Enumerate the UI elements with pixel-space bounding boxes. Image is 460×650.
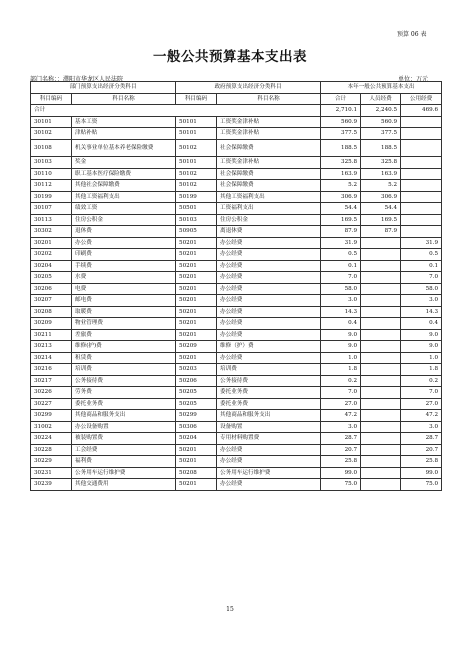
gov-code-cell: 50102: [176, 139, 217, 157]
table-row: [31, 203, 442, 215]
personnel-cell: 560.9: [361, 116, 401, 128]
col-header-gov-name: 科目名称: [217, 93, 321, 105]
public-cell: [401, 128, 442, 140]
dept-name-cell: 工会经费: [72, 444, 176, 456]
public-cell: 20.7: [401, 444, 442, 456]
table-row: [31, 260, 442, 272]
dept-name-cell: 取暖费: [72, 306, 176, 318]
total-cell: 99.0: [321, 467, 361, 479]
gov-code-cell: 50201: [176, 260, 217, 272]
gov-name-cell: 办公经费: [217, 444, 321, 456]
personnel-cell: [361, 387, 401, 399]
personnel-cell: [361, 410, 401, 422]
dept-code-cell: 30213: [31, 341, 72, 353]
table-row: [31, 226, 442, 238]
personnel-cell: [361, 260, 401, 272]
dept-code-cell: 30108: [31, 139, 72, 157]
gov-code-cell: 50204: [176, 433, 217, 445]
dept-name-cell: 办公设备购置: [72, 421, 176, 433]
dept-code-cell: 30103: [31, 157, 72, 169]
gov-code-cell: 50102: [176, 180, 217, 192]
dept-name-cell: 邮电费: [72, 295, 176, 307]
table-row: [31, 295, 442, 307]
gov-code-cell: 50101: [176, 128, 217, 140]
table-row: [31, 237, 442, 249]
table-row: [31, 456, 442, 468]
gov-name-cell: 离退休费: [217, 226, 321, 238]
table-row: [31, 352, 442, 364]
total-cell: 28.7: [321, 433, 361, 445]
public-cell: 3.0: [401, 295, 442, 307]
public-cell: 14.3: [401, 306, 442, 318]
gov-code-cell: 50905: [176, 226, 217, 238]
gov-code-cell: 50501: [176, 203, 217, 215]
dept-name-cell: 职工基本医疗保险缴费: [72, 168, 176, 180]
dept-code-cell: 30102: [31, 128, 72, 140]
dept-code-cell: 30302: [31, 226, 72, 238]
total-cell: 87.9: [321, 226, 361, 238]
gov-name-cell: 工资奖金津补贴: [217, 128, 321, 140]
gov-code-cell: 50101: [176, 116, 217, 128]
gov-code-cell: 50208: [176, 467, 217, 479]
total-cell: 1.8: [321, 364, 361, 376]
gov-name-cell: 办公经费: [217, 306, 321, 318]
public-cell: 9.0: [401, 341, 442, 353]
total-cell: 306.9: [321, 191, 361, 203]
gov-name-cell: 办公经费: [217, 479, 321, 491]
total-cell: 1.0: [321, 352, 361, 364]
personnel-cell: 188.5: [361, 139, 401, 157]
table-row: [31, 410, 442, 422]
gov-name-cell: 其他商品和服务支出: [217, 410, 321, 422]
table-row: [31, 364, 442, 376]
gov-code-cell: 50201: [176, 249, 217, 261]
gov-name-cell: 委托业务费: [217, 387, 321, 399]
dept-code-cell: 30214: [31, 352, 72, 364]
personnel-cell: 377.5: [361, 128, 401, 140]
public-cell: [401, 180, 442, 192]
personnel-cell: 54.4: [361, 203, 401, 215]
public-cell: 28.7: [401, 433, 442, 445]
group-header-row: [31, 82, 442, 94]
dept-name-cell: 租赁费: [72, 352, 176, 364]
gov-code-cell: 50199: [176, 191, 217, 203]
personnel-cell: [361, 364, 401, 376]
col-header-gov-code: 科目编码: [176, 93, 217, 105]
dept-name-cell: 被装购置费: [72, 433, 176, 445]
total-cell: 20.7: [321, 444, 361, 456]
table-row: [31, 421, 442, 433]
table-row: [31, 249, 442, 261]
table-row: [31, 168, 442, 180]
dept-name-cell: 其他交通费用: [72, 479, 176, 491]
gov-name-cell: 办公经费: [217, 456, 321, 468]
personnel-cell: [361, 456, 401, 468]
gov-code-cell: 50201: [176, 272, 217, 284]
dept-code-cell: 30201: [31, 237, 72, 249]
group-header-expenditure: 本年一般公共预算基本支出: [321, 82, 442, 94]
public-cell: [401, 214, 442, 226]
public-cell: 27.0: [401, 398, 442, 410]
table-row: [31, 329, 442, 341]
total-cell: 7.0: [321, 272, 361, 284]
total-cell: 3.0: [321, 295, 361, 307]
public-cell: 7.0: [401, 387, 442, 399]
gov-name-cell: 维修（护）费: [217, 341, 321, 353]
personnel-cell: [361, 249, 401, 261]
currency-unit-label: 单位：万元: [398, 76, 429, 83]
gov-code-cell: 50201: [176, 444, 217, 456]
table-row: [31, 157, 442, 169]
gov-name-cell: 住房公积金: [217, 214, 321, 226]
total-cell: 0.1: [321, 260, 361, 272]
personnel-cell: [361, 306, 401, 318]
public-cell: 31.9: [401, 237, 442, 249]
gov-name-cell: 办公经费: [217, 318, 321, 330]
public-cell: [401, 203, 442, 215]
dept-code-cell: 30207: [31, 295, 72, 307]
table-row: [31, 283, 442, 295]
table-row: [31, 272, 442, 284]
total-cell: 14.3: [321, 306, 361, 318]
total-cell: 54.4: [321, 203, 361, 215]
gov-name-cell: 社会保障缴费: [217, 180, 321, 192]
dept-name-cell: 公务用车运行维护费: [72, 467, 176, 479]
public-cell: [401, 116, 442, 128]
public-cell: 3.0: [401, 421, 442, 433]
gov-name-cell: 办公经费: [217, 249, 321, 261]
personnel-cell: [361, 352, 401, 364]
col-header-total: 合计: [321, 93, 361, 105]
personnel-cell: 163.9: [361, 168, 401, 180]
dept-name-cell: 电费: [72, 283, 176, 295]
dept-code-cell: 30229: [31, 456, 72, 468]
dept-name-cell: 津贴补贴: [72, 128, 176, 140]
table-row: [31, 318, 442, 330]
gov-code-cell: 50201: [176, 479, 217, 491]
dept-name-cell: 其他商品和服务支出: [72, 410, 176, 422]
personnel-cell: 325.8: [361, 157, 401, 169]
personnel-cell: [361, 295, 401, 307]
gov-name-cell: 办公经费: [217, 260, 321, 272]
gov-code-cell: 50201: [176, 283, 217, 295]
gov-name-cell: 办公经费: [217, 272, 321, 284]
dept-code-cell: 30228: [31, 444, 72, 456]
table-row: [31, 191, 442, 203]
gov-code-cell: 50205: [176, 398, 217, 410]
total-cell: 47.2: [321, 410, 361, 422]
gov-code-cell: 50201: [176, 456, 217, 468]
dept-code-cell: 30107: [31, 203, 72, 215]
personnel-cell: [361, 479, 401, 491]
dept-code-cell: 30204: [31, 260, 72, 272]
public-cell: 58.0: [401, 283, 442, 295]
personnel-cell: [361, 237, 401, 249]
form-number-label: 预算 06 表: [397, 31, 427, 38]
col-header-dept-code: 科目编码: [31, 93, 72, 105]
total-cell: 169.5: [321, 214, 361, 226]
public-cell: [401, 191, 442, 203]
total-public-cell: 469.6: [401, 105, 442, 117]
total-cell: 5.2: [321, 180, 361, 192]
personnel-cell: 5.2: [361, 180, 401, 192]
gov-code-cell: 50205: [176, 387, 217, 399]
dept-code-cell: 30205: [31, 272, 72, 284]
gov-code-cell: 50102: [176, 168, 217, 180]
table-row: [31, 375, 442, 387]
dept-name-cell: 退休费: [72, 226, 176, 238]
budget-table: [30, 81, 442, 491]
total-sum-cell: 2,710.1: [321, 105, 361, 117]
column-header-row: [31, 93, 442, 105]
total-cell: 188.5: [321, 139, 361, 157]
dept-code-cell: 30226: [31, 387, 72, 399]
personnel-cell: [361, 375, 401, 387]
table-row: [31, 180, 442, 192]
public-cell: 47.2: [401, 410, 442, 422]
table-row: [31, 398, 442, 410]
gov-name-cell: 公务接待费: [217, 375, 321, 387]
dept-code-cell: 30231: [31, 467, 72, 479]
personnel-cell: [361, 467, 401, 479]
page-number: 15: [226, 606, 234, 613]
group-header-gov: 政府预算支出经济分类科目: [176, 82, 321, 94]
table-row: [31, 467, 442, 479]
personnel-cell: [361, 329, 401, 341]
dept-name-cell: 维修(护)费: [72, 341, 176, 353]
gov-name-cell: 其他工资福利支出: [217, 191, 321, 203]
public-cell: 25.8: [401, 456, 442, 468]
total-cell: 25.8: [321, 456, 361, 468]
public-cell: 7.0: [401, 272, 442, 284]
dept-code-cell: 30216: [31, 364, 72, 376]
dept-name-cell: 培训费: [72, 364, 176, 376]
dept-name-cell: 差旅费: [72, 329, 176, 341]
col-header-dept-name: 科目名称: [72, 93, 176, 105]
table-row: [31, 139, 442, 157]
total-cell: 7.0: [321, 387, 361, 399]
total-cell: 27.0: [321, 398, 361, 410]
dept-code-cell: 30227: [31, 398, 72, 410]
dept-name-cell: 劳务费: [72, 387, 176, 399]
dept-name-cell: 其他社会保障缴费: [72, 180, 176, 192]
col-header-public: 公用经费: [401, 93, 442, 105]
gov-name-cell: 办公经费: [217, 237, 321, 249]
total-cell: 0.5: [321, 249, 361, 261]
public-cell: [401, 226, 442, 238]
gov-code-cell: 50206: [176, 375, 217, 387]
public-cell: 0.1: [401, 260, 442, 272]
dept-name-cell: 公务接待费: [72, 375, 176, 387]
dept-code-cell: 30217: [31, 375, 72, 387]
dept-code-cell: 30112: [31, 180, 72, 192]
total-cell: 58.0: [321, 283, 361, 295]
total-cell: 163.9: [321, 168, 361, 180]
gov-code-cell: 50201: [176, 295, 217, 307]
public-cell: [401, 139, 442, 157]
gov-name-cell: 专用材料购置费: [217, 433, 321, 445]
personnel-cell: [361, 318, 401, 330]
public-cell: [401, 168, 442, 180]
gov-code-cell: 50209: [176, 341, 217, 353]
table-row: [31, 387, 442, 399]
total-cell: 31.9: [321, 237, 361, 249]
gov-code-cell: 50201: [176, 352, 217, 364]
total-cell: 0.2: [321, 375, 361, 387]
col-header-personnel: 人员经费: [361, 93, 401, 105]
gov-name-cell: 办公经费: [217, 283, 321, 295]
dept-name-cell: 基本工资: [72, 116, 176, 128]
dept-name-cell: 委托业务费: [72, 398, 176, 410]
dept-name-cell: 奖金: [72, 157, 176, 169]
dept-code-cell: 30113: [31, 214, 72, 226]
dept-code-cell: 30206: [31, 283, 72, 295]
page-title: 一般公共预算基本支出表: [153, 49, 307, 65]
gov-name-cell: 公务用车运行维护费: [217, 467, 321, 479]
personnel-cell: [361, 272, 401, 284]
personnel-cell: [361, 398, 401, 410]
total-row: [31, 105, 442, 117]
gov-name-cell: 工资奖金津补贴: [217, 116, 321, 128]
gov-code-cell: 50203: [176, 364, 217, 376]
dept-name-cell: 机关事业单位基本养老保险缴费: [72, 139, 176, 157]
public-cell: 0.5: [401, 249, 442, 261]
dept-code-cell: 30211: [31, 329, 72, 341]
table-row: [31, 444, 442, 456]
total-cell: 9.0: [321, 341, 361, 353]
table-row: [31, 214, 442, 226]
group-header-dept: 部门预算支出经济分类科目: [31, 82, 176, 94]
public-cell: 0.4: [401, 318, 442, 330]
dept-name-cell: 绩效工资: [72, 203, 176, 215]
public-cell: 1.8: [401, 364, 442, 376]
dept-name-cell: 水费: [72, 272, 176, 284]
gov-name-cell: 设备购置: [217, 421, 321, 433]
gov-name-cell: 培训费: [217, 364, 321, 376]
gov-name-cell: 办公经费: [217, 352, 321, 364]
gov-code-cell: 50201: [176, 237, 217, 249]
gov-name-cell: 委托业务费: [217, 398, 321, 410]
dept-code-cell: 30199: [31, 191, 72, 203]
total-cell: 9.0: [321, 329, 361, 341]
department-name-label: 部门名称：：濮阳市华龙区人民法院: [30, 76, 124, 83]
public-cell: 1.0: [401, 352, 442, 364]
total-cell: 377.5: [321, 128, 361, 140]
gov-code-cell: 50306: [176, 421, 217, 433]
table-row: [31, 306, 442, 318]
gov-code-cell: 50201: [176, 329, 217, 341]
dept-name-cell: 其他工资福利支出: [72, 191, 176, 203]
dept-code-cell: 30239: [31, 479, 72, 491]
gov-name-cell: 社会保障缴费: [217, 168, 321, 180]
dept-name-cell: 福利费: [72, 456, 176, 468]
total-cell: 75.0: [321, 479, 361, 491]
public-cell: 99.0: [401, 467, 442, 479]
table-row: [31, 128, 442, 140]
personnel-cell: [361, 341, 401, 353]
dept-code-cell: 30224: [31, 433, 72, 445]
personnel-cell: [361, 283, 401, 295]
dept-code-cell: 30110: [31, 168, 72, 180]
gov-code-cell: 50299: [176, 410, 217, 422]
dept-name-cell: 物业管理费: [72, 318, 176, 330]
personnel-cell: [361, 433, 401, 445]
personnel-cell: 87.9: [361, 226, 401, 238]
public-cell: 9.0: [401, 329, 442, 341]
total-label: 合计: [31, 105, 321, 117]
gov-name-cell: 办公经费: [217, 295, 321, 307]
dept-code-cell: 30101: [31, 116, 72, 128]
gov-code-cell: 50103: [176, 214, 217, 226]
personnel-cell: 306.9: [361, 191, 401, 203]
gov-code-cell: 50201: [176, 306, 217, 318]
total-cell: 3.0: [321, 421, 361, 433]
dept-code-cell: 31002: [31, 421, 72, 433]
personnel-cell: [361, 421, 401, 433]
public-cell: 75.0: [401, 479, 442, 491]
dept-code-cell: 30299: [31, 410, 72, 422]
total-cell: 0.4: [321, 318, 361, 330]
total-cell: 325.8: [321, 157, 361, 169]
table-row: [31, 433, 442, 445]
gov-name-cell: 工资福利支出: [217, 203, 321, 215]
gov-code-cell: 50101: [176, 157, 217, 169]
dept-name-cell: 办公费: [72, 237, 176, 249]
dept-name-cell: 手续费: [72, 260, 176, 272]
gov-name-cell: 社会保障缴费: [217, 139, 321, 157]
public-cell: 0.2: [401, 375, 442, 387]
dept-code-cell: 30209: [31, 318, 72, 330]
table-row: [31, 479, 442, 491]
gov-code-cell: 50201: [176, 318, 217, 330]
gov-name-cell: 办公经费: [217, 329, 321, 341]
table-row: [31, 116, 442, 128]
dept-name-cell: 印刷费: [72, 249, 176, 261]
dept-name-cell: 住房公积金: [72, 214, 176, 226]
public-cell: [401, 157, 442, 169]
total-cell: 560.9: [321, 116, 361, 128]
table-row: [31, 341, 442, 353]
personnel-cell: [361, 444, 401, 456]
personnel-cell: 169.5: [361, 214, 401, 226]
gov-name-cell: 工资奖金津补贴: [217, 157, 321, 169]
total-personnel-cell: 2,240.5: [361, 105, 401, 117]
dept-code-cell: 30208: [31, 306, 72, 318]
dept-code-cell: 30202: [31, 249, 72, 261]
